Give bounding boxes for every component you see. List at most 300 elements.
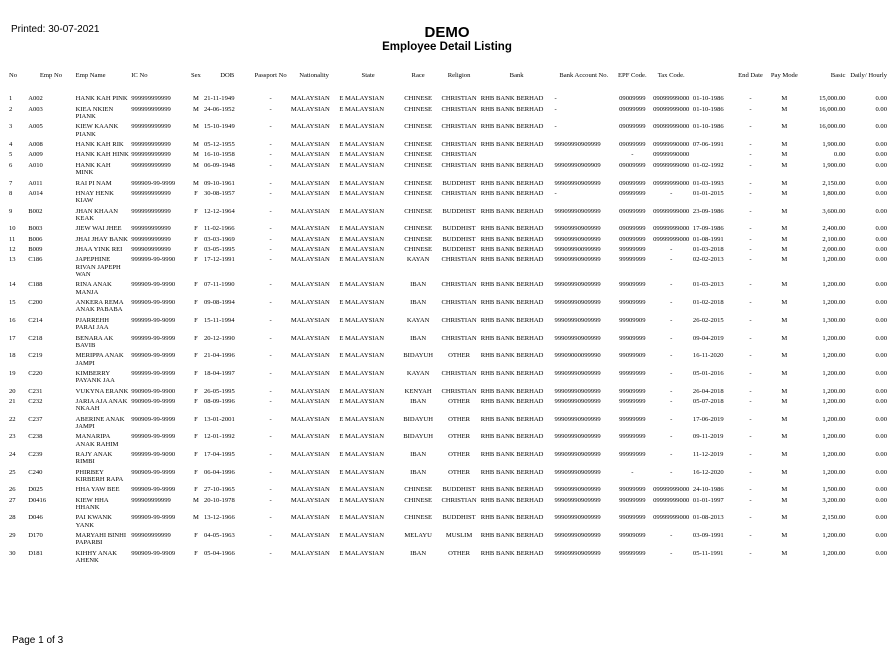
cell-tax-code: 09999999000 bbox=[653, 225, 690, 233]
cell-no: 2 bbox=[9, 105, 13, 113]
cell-bank-account-no: 99909990909999 bbox=[554, 316, 601, 324]
cell-dob: 13-12-1966 bbox=[203, 514, 235, 522]
cell-bank: RHB BANK BERHAD bbox=[480, 397, 544, 405]
cell-nationality: MALAYSIAN bbox=[290, 369, 330, 377]
cell-basic: 1,200.00 bbox=[822, 387, 846, 395]
cell-state: E MALAYSIAN bbox=[339, 123, 384, 131]
cell-nationality: MALAYSIAN bbox=[290, 105, 330, 113]
table-row bbox=[8, 205, 888, 223]
cell-tax-code: 09999999000 bbox=[653, 514, 690, 522]
cell-epf-code: 99909999 bbox=[619, 387, 646, 395]
cell-religion: OTHER bbox=[448, 468, 471, 476]
cell-state: E MALAYSIAN bbox=[339, 246, 384, 254]
cell-join-date: 02-02-2013 bbox=[692, 256, 724, 264]
cell-passport-no: - bbox=[269, 161, 272, 169]
cell-end-date: - bbox=[749, 95, 752, 103]
cell-emp-name: KIEW KAANK PIANK bbox=[75, 123, 119, 138]
cell-race: CHINESE bbox=[404, 235, 433, 243]
cell-tax-code: 09999999090 bbox=[653, 161, 690, 169]
cell-ic-no: 999909999999 bbox=[131, 532, 171, 540]
cell-passport-no: - bbox=[269, 123, 272, 131]
cell-bank: RHB BANK BERHAD bbox=[480, 123, 544, 131]
cell-tax-code: - bbox=[670, 415, 673, 423]
cell-bank-account-no: 99909990909999 bbox=[554, 369, 601, 377]
cell-bank: RHB BANK BERHAD bbox=[480, 207, 544, 215]
cell-race: IBAN bbox=[410, 397, 427, 405]
cell-passport-no: - bbox=[269, 397, 272, 405]
cell-bank-account-no: 99909990909999 bbox=[554, 225, 601, 233]
cell-daily-hourly: 0.00 bbox=[875, 451, 887, 459]
cell-bank-account-no: 99909990909999 bbox=[554, 468, 601, 476]
cell-emp-name: JHAN KHAAN KEAK bbox=[75, 207, 118, 222]
cell-pay-mode: M bbox=[781, 225, 788, 233]
cell-emp-name: JIEW WAI JHEE bbox=[75, 225, 122, 233]
cell-nationality: MALAYSIAN bbox=[290, 334, 330, 342]
cell-sex: F bbox=[194, 486, 198, 494]
cell-state: E MALAYSIAN bbox=[339, 256, 384, 264]
cell-nationality: MALAYSIAN bbox=[290, 532, 330, 540]
cell-emp-no: A011 bbox=[28, 179, 43, 187]
cell-epf-code: 09099999 bbox=[619, 141, 646, 149]
cell-dob: 15-10-1949 bbox=[203, 123, 235, 131]
cell-epf-code: 09099999 bbox=[619, 179, 646, 187]
cell-no: 27 bbox=[9, 496, 16, 504]
cell-emp-name: PAI KWANK YANK bbox=[75, 514, 112, 529]
cell-tax-code: - bbox=[670, 433, 673, 441]
cell-sex: F bbox=[194, 532, 198, 540]
cell-race: IBAN bbox=[410, 299, 427, 307]
cell-passport-no: - bbox=[269, 352, 272, 360]
cell-sex: M bbox=[192, 514, 199, 522]
cell-tax-code: - bbox=[670, 246, 673, 254]
cell-ic-no: 999909-99-9999 bbox=[131, 486, 176, 494]
cell-nationality: MALAYSIAN bbox=[290, 256, 330, 264]
cell-nationality: MALAYSIAN bbox=[290, 415, 330, 423]
cell-daily-hourly: 0.00 bbox=[875, 95, 887, 103]
cell-no: 14 bbox=[9, 281, 16, 289]
cell-no: 13 bbox=[9, 256, 16, 264]
cell-tax-code: 09099999000 bbox=[653, 123, 690, 131]
cell-sex: F bbox=[194, 468, 198, 476]
cell-emp-name: RAJY ANAK RIMBI bbox=[75, 451, 113, 466]
cell-epf-code: 99909099 bbox=[619, 532, 646, 540]
cell-emp-no: B003 bbox=[28, 225, 43, 233]
cell-pay-mode: M bbox=[781, 207, 788, 215]
cell-religion: CHRISTIAN bbox=[441, 316, 477, 324]
cell-sex: M bbox=[192, 151, 199, 159]
cell-no: 10 bbox=[9, 225, 16, 233]
cell-pay-mode: M bbox=[781, 105, 788, 113]
cell-passport-no: - bbox=[269, 486, 272, 494]
col-header-tax-code: Tax Code. bbox=[657, 72, 685, 79]
cell-ic-no: 999999999999 bbox=[131, 95, 171, 103]
cell-passport-no: - bbox=[269, 141, 272, 149]
cell-bank: RHB BANK BERHAD bbox=[480, 496, 544, 504]
cell-nationality: MALAYSIAN bbox=[290, 246, 330, 254]
cell-nationality: MALAYSIAN bbox=[290, 299, 330, 307]
cell-race: CHINESE bbox=[404, 496, 433, 504]
cell-tax-code: - bbox=[670, 352, 673, 360]
cell-race: CHINESE bbox=[404, 514, 433, 522]
cell-no: 15 bbox=[9, 299, 16, 307]
cell-emp-no: D046 bbox=[28, 514, 43, 522]
col-header-state: State bbox=[361, 72, 375, 79]
cell-state: E MALAYSIAN bbox=[339, 532, 384, 540]
cell-sex: M bbox=[192, 123, 199, 131]
cell-basic: 16,000.00 bbox=[819, 123, 846, 131]
cell-epf-code: 09099999 bbox=[619, 225, 646, 233]
cell-epf-code: 99999999 bbox=[619, 256, 646, 264]
cell-end-date: - bbox=[749, 281, 752, 289]
cell-religion: OTHER bbox=[448, 415, 471, 423]
cell-emp-name: PJARREHH PARAI JAA bbox=[75, 316, 110, 332]
cell-end-date: - bbox=[749, 433, 752, 441]
cell-bank bbox=[480, 148, 554, 158]
col-header-bank: Bank bbox=[509, 72, 524, 79]
cell-religion: BUDDHIST bbox=[442, 225, 476, 233]
cell-race: CHINESE bbox=[404, 179, 433, 187]
cell-bank-account-no: 99909990909999 bbox=[554, 514, 601, 522]
cell-state: E MALAYSIAN bbox=[339, 105, 384, 113]
cell-basic: 1,300.00 bbox=[822, 316, 846, 324]
cell-emp-name: HANK KAH RIK bbox=[75, 141, 124, 149]
cell-race: CHINESE bbox=[404, 161, 433, 169]
cell-state: E MALAYSIAN bbox=[339, 189, 384, 197]
cell-passport-no: - bbox=[269, 225, 272, 233]
cell-nationality: MALAYSIAN bbox=[290, 225, 330, 233]
cell-no: 5 bbox=[9, 151, 13, 159]
col-header-sex: Sex bbox=[190, 72, 201, 79]
cell-religion: OTHER bbox=[448, 397, 471, 405]
cell-epf-code: 99999999 bbox=[619, 397, 646, 405]
col-header-emp-no: Emp No bbox=[39, 72, 63, 79]
cell-no: 1 bbox=[9, 95, 13, 103]
cell-passport-no: - bbox=[269, 246, 272, 254]
cell-no: 18 bbox=[9, 352, 16, 360]
cell-no: 6 bbox=[9, 161, 13, 169]
cell-join-date: 01-10-1986 bbox=[692, 95, 724, 103]
cell-emp-name: JARIA AJA ANAK NKAAH bbox=[75, 397, 128, 413]
table-header bbox=[8, 72, 888, 95]
cell-state: E MALAYSIAN bbox=[339, 334, 384, 342]
cell-ic-no: 999909-99-9999 bbox=[131, 433, 176, 441]
cell-daily-hourly: 0.00 bbox=[875, 123, 887, 131]
cell-epf-code: 99999999 bbox=[619, 246, 646, 254]
table-row bbox=[8, 176, 888, 186]
cell-emp-no: C240 bbox=[28, 468, 43, 476]
cell-emp-name: MANARIPA ANAK RAHIM bbox=[75, 433, 119, 448]
cell-religion: CHRISTIAN bbox=[441, 387, 477, 395]
cell-no: 24 bbox=[9, 451, 16, 459]
table-row bbox=[8, 148, 888, 158]
cell-end-date: - bbox=[749, 532, 752, 540]
cell-epf-code: 99999999 bbox=[619, 415, 646, 423]
page-indicator: Page 1 of 3 bbox=[12, 635, 64, 646]
cell-emp-no: D170 bbox=[28, 532, 43, 540]
cell-bank: RHB BANK BERHAD bbox=[480, 415, 544, 423]
cell-no: 23 bbox=[9, 433, 16, 441]
cell-ic-no: 999999999999 bbox=[131, 105, 171, 113]
cell-bank: RHB BANK BERHAD bbox=[480, 225, 544, 233]
table-row bbox=[8, 349, 888, 367]
cell-pay-mode: M bbox=[781, 451, 788, 459]
table-row bbox=[8, 120, 888, 138]
cell-daily-hourly: 0.00 bbox=[875, 415, 887, 423]
cell-join-date: 16-12-2020 bbox=[692, 468, 724, 476]
cell-ic-no: 999999999999 bbox=[131, 161, 171, 169]
cell-race: CHINESE bbox=[404, 246, 433, 254]
cell-join-date: 01-08-2013 bbox=[692, 514, 724, 522]
cell-emp-name: ABERINE ANAK JAMPI bbox=[75, 415, 125, 430]
cell-sex: F bbox=[194, 225, 198, 233]
cell-sex: F bbox=[194, 387, 198, 395]
cell-join-date: 01-03-2018 bbox=[692, 246, 724, 254]
cell-bank-account-no: 99909990909999 bbox=[554, 141, 601, 149]
cell-state: E MALAYSIAN bbox=[339, 225, 384, 233]
cell-pay-mode: M bbox=[781, 161, 788, 169]
cell-sex: F bbox=[194, 299, 198, 307]
cell-join-date: 01-02-1992 bbox=[692, 161, 724, 169]
cell-tax-code: 09999999000 bbox=[653, 486, 690, 494]
cell-pay-mode: M bbox=[781, 496, 788, 504]
cell-join-date: 26-02-2015 bbox=[692, 316, 724, 324]
cell-daily-hourly: 0.00 bbox=[875, 161, 887, 169]
cell-passport-no: - bbox=[269, 179, 272, 187]
cell-race: BIDAYUH bbox=[403, 352, 434, 360]
cell-dob: 16-10-1958 bbox=[203, 151, 235, 159]
cell-religion: BUDDHIST bbox=[442, 235, 476, 243]
table-row bbox=[8, 278, 888, 296]
cell-emp-name: KIEA NKIEN PIANK bbox=[75, 105, 114, 120]
table-row bbox=[8, 511, 888, 529]
cell-race: KAYAN bbox=[406, 316, 430, 324]
cell-basic: 1,900.00 bbox=[822, 141, 846, 149]
cell-race: CHINESE bbox=[404, 95, 433, 103]
cell-daily-hourly: 0.00 bbox=[875, 369, 887, 377]
cell-emp-name: KIEW HHA HHANK bbox=[75, 496, 109, 512]
cell-race: IBAN bbox=[410, 549, 427, 557]
cell-nationality: MALAYSIAN bbox=[290, 189, 330, 197]
cell-religion: OTHER bbox=[448, 451, 471, 459]
cell-pay-mode: M bbox=[781, 334, 788, 342]
cell-basic: 2,150.00 bbox=[822, 179, 846, 187]
cell-daily-hourly: 0.00 bbox=[875, 334, 887, 342]
cell-emp-no: B002 bbox=[28, 207, 43, 215]
table-row bbox=[8, 466, 888, 484]
cell-epf-code: 99999999 bbox=[619, 549, 646, 557]
cell-pay-mode: M bbox=[781, 256, 788, 264]
cell-join-date: 05-07-2018 bbox=[692, 397, 724, 405]
cell-emp-name: MARYAHI BINHI PAPARBI bbox=[75, 532, 127, 547]
cell-join-date: 01-01-1997 bbox=[692, 496, 724, 504]
cell-basic: 1,200.00 bbox=[822, 352, 846, 360]
table-row bbox=[8, 494, 888, 512]
cell-basic: 3,600.00 bbox=[822, 207, 846, 215]
cell-ic-no: 999909-99-9999 bbox=[131, 514, 176, 522]
cell-no: 28 bbox=[9, 514, 16, 522]
cell-ic-no: 999909999999 bbox=[131, 246, 171, 254]
cell-join-date: 05-11-1991 bbox=[692, 549, 724, 557]
cell-race: CHINESE bbox=[404, 123, 433, 131]
cell-epf-code: 99999999 bbox=[619, 451, 646, 459]
cell-bank-account-no: 99909990909999 bbox=[554, 451, 601, 459]
cell-no: 26 bbox=[9, 486, 16, 494]
cell-end-date: - bbox=[749, 514, 752, 522]
cell-tax-code: - bbox=[670, 397, 673, 405]
cell-join-date: 01-08-1991 bbox=[692, 235, 724, 243]
cell-state: E MALAYSIAN bbox=[339, 352, 384, 360]
cell-state: E MALAYSIAN bbox=[339, 496, 384, 504]
cell-tax-code: - bbox=[670, 387, 673, 395]
cell-dob: 24-06-1952 bbox=[203, 105, 235, 113]
cell-state: E MALAYSIAN bbox=[339, 316, 384, 324]
cell-bank-account-no: 99909990909999 bbox=[554, 415, 601, 423]
cell-dob: 30-08-1957 bbox=[203, 189, 235, 197]
cell-dob: 26-05-1995 bbox=[203, 387, 235, 395]
cell-dob: 13-01-2001 bbox=[203, 415, 235, 423]
cell-bank-account-no: - bbox=[554, 105, 557, 113]
cell-race: CHINESE bbox=[404, 189, 433, 197]
table-row bbox=[8, 187, 888, 205]
cell-join-date: 05-01-2016 bbox=[692, 369, 724, 377]
cell-sex: M bbox=[192, 105, 199, 113]
table-row bbox=[8, 430, 888, 448]
cell-tax-code: 09999990000 bbox=[653, 151, 690, 159]
cell-no: 20 bbox=[9, 387, 16, 395]
table-row bbox=[8, 331, 888, 349]
cell-state: E MALAYSIAN bbox=[339, 151, 384, 159]
cell-tax-code: - bbox=[670, 281, 673, 289]
cell-tax-code: - bbox=[670, 256, 673, 264]
cell-end-date: - bbox=[749, 486, 752, 494]
cell-dob: 06-04-1996 bbox=[203, 468, 235, 476]
cell-no: 8 bbox=[9, 189, 13, 197]
cell-daily-hourly: 0.00 bbox=[875, 316, 887, 324]
cell-dob: 12-01-1992 bbox=[203, 433, 235, 441]
cell-daily-hourly: 0.00 bbox=[875, 397, 887, 405]
cell-end-date: - bbox=[749, 468, 752, 476]
cell-epf-code: 99999999 bbox=[619, 433, 646, 441]
cell-pay-mode: M bbox=[781, 95, 788, 103]
cell-bank-account-no: 99909990909999 bbox=[554, 299, 601, 307]
cell-emp-no: B006 bbox=[28, 235, 43, 243]
cell-emp-no: A002 bbox=[28, 95, 43, 103]
cell-nationality: MALAYSIAN bbox=[290, 141, 330, 149]
cell-race: KENYAH bbox=[404, 387, 432, 395]
cell-bank: RHB BANK BERHAD bbox=[480, 334, 544, 342]
cell-ic-no: 999909-99-9999 bbox=[131, 179, 176, 187]
cell-sex: F bbox=[194, 235, 198, 243]
cell-epf-code: 99099999 bbox=[619, 486, 646, 494]
cell-no: 25 bbox=[9, 468, 16, 476]
cell-tax-code: 09099999000 bbox=[653, 105, 690, 113]
cell-join-date: 01-10-1986 bbox=[692, 105, 724, 113]
col-header-epf-code: EPF Code. bbox=[618, 72, 647, 79]
cell-nationality: MALAYSIAN bbox=[290, 151, 330, 159]
table-row bbox=[8, 222, 888, 232]
cell-nationality: MALAYSIAN bbox=[290, 433, 330, 441]
cell-tax-code: - bbox=[670, 468, 673, 476]
col-header-basic: Basic bbox=[830, 72, 846, 79]
cell-end-date: - bbox=[749, 496, 752, 504]
cell-join-date: 09-11-2019 bbox=[692, 433, 724, 441]
cell-pay-mode: M bbox=[781, 189, 788, 197]
cell-religion: CHRISTIAN bbox=[441, 189, 477, 197]
cell-race: CHINESE bbox=[404, 141, 433, 149]
cell-tax-code: - bbox=[670, 451, 673, 459]
cell-emp-no: D0416 bbox=[28, 496, 47, 504]
cell-bank: RHB BANK BERHAD bbox=[480, 369, 544, 377]
table-row bbox=[8, 95, 888, 102]
printed-date: Printed: 30-07-2021 bbox=[11, 24, 100, 35]
cell-basic: 1,500.00 bbox=[822, 486, 846, 494]
cell-bank-account-no: 99909990909999 bbox=[554, 281, 601, 289]
cell-state: E MALAYSIAN bbox=[339, 549, 384, 557]
cell-race: IBAN bbox=[410, 281, 427, 289]
cell-bank-account-no: 99909990909999 bbox=[554, 334, 601, 342]
cell-tax-code: 09999999000 bbox=[653, 207, 690, 215]
cell-pay-mode: M bbox=[781, 316, 788, 324]
cell-bank-account-no: 99909000099990 bbox=[554, 352, 601, 360]
cell-dob: 07-11-1990 bbox=[203, 281, 235, 289]
cell-daily-hourly: 0.00 bbox=[875, 514, 887, 522]
cell-bank-account-no bbox=[554, 148, 615, 158]
cell-join-date: 09-04-2019 bbox=[692, 334, 724, 342]
cell-passport-no: - bbox=[269, 299, 272, 307]
cell-emp-no: C237 bbox=[28, 415, 43, 423]
cell-nationality: MALAYSIAN bbox=[290, 486, 330, 494]
cell-bank: RHB BANK BERHAD bbox=[480, 451, 544, 459]
cell-tax-code: - bbox=[670, 299, 673, 307]
cell-daily-hourly: 0.00 bbox=[875, 105, 887, 113]
col-header-dob: DOB bbox=[220, 72, 235, 79]
cell-epf-code: 99909999 bbox=[619, 281, 646, 289]
cell-no: 12 bbox=[9, 246, 16, 254]
cell-emp-no: C186 bbox=[28, 256, 43, 264]
cell-emp-name: BENARA AK BAVIB bbox=[75, 334, 114, 349]
cell-dob: 12-12-1964 bbox=[203, 207, 235, 215]
cell-pay-mode: M bbox=[781, 369, 788, 377]
cell-nationality: MALAYSIAN bbox=[290, 549, 330, 557]
cell-basic: 1,200.00 bbox=[822, 397, 846, 405]
cell-passport-no: - bbox=[269, 451, 272, 459]
cell-bank-account-no: 99909990909999 bbox=[554, 387, 601, 395]
cell-tax-code: - bbox=[670, 532, 673, 540]
table-row bbox=[8, 103, 888, 121]
cell-ic-no: 990909-99-9909 bbox=[131, 549, 176, 557]
cell-bank: RHB BANK BERHAD bbox=[480, 161, 544, 169]
cell-daily-hourly: 0.00 bbox=[875, 246, 887, 254]
cell-passport-no: - bbox=[269, 514, 272, 522]
cell-passport-no: - bbox=[269, 532, 272, 540]
cell-bank-account-no: 99909990909999 bbox=[554, 433, 601, 441]
cell-daily-hourly: 0.00 bbox=[875, 179, 887, 187]
cell-dob: 08-09-1996 bbox=[203, 397, 235, 405]
cell-emp-no: C200 bbox=[28, 299, 43, 307]
cell-passport-no: - bbox=[269, 496, 272, 504]
cell-nationality: MALAYSIAN bbox=[290, 468, 330, 476]
cell-bank: RHB BANK BERHAD bbox=[480, 95, 544, 103]
col-header-pay-mode: Pay Mode bbox=[770, 72, 798, 79]
cell-religion: CHRISTIAN bbox=[441, 334, 477, 342]
cell-pay-mode: M bbox=[781, 397, 788, 405]
cell-dob: 03-03-1969 bbox=[203, 235, 235, 243]
cell-ic-no: 999999999999 bbox=[131, 151, 171, 159]
cell-basic: 1,200.00 bbox=[822, 415, 846, 423]
cell-pay-mode: M bbox=[781, 415, 788, 423]
cell-emp-name: HANK KAH MINK bbox=[75, 161, 111, 177]
cell-basic: 15,000.00 bbox=[819, 95, 846, 103]
